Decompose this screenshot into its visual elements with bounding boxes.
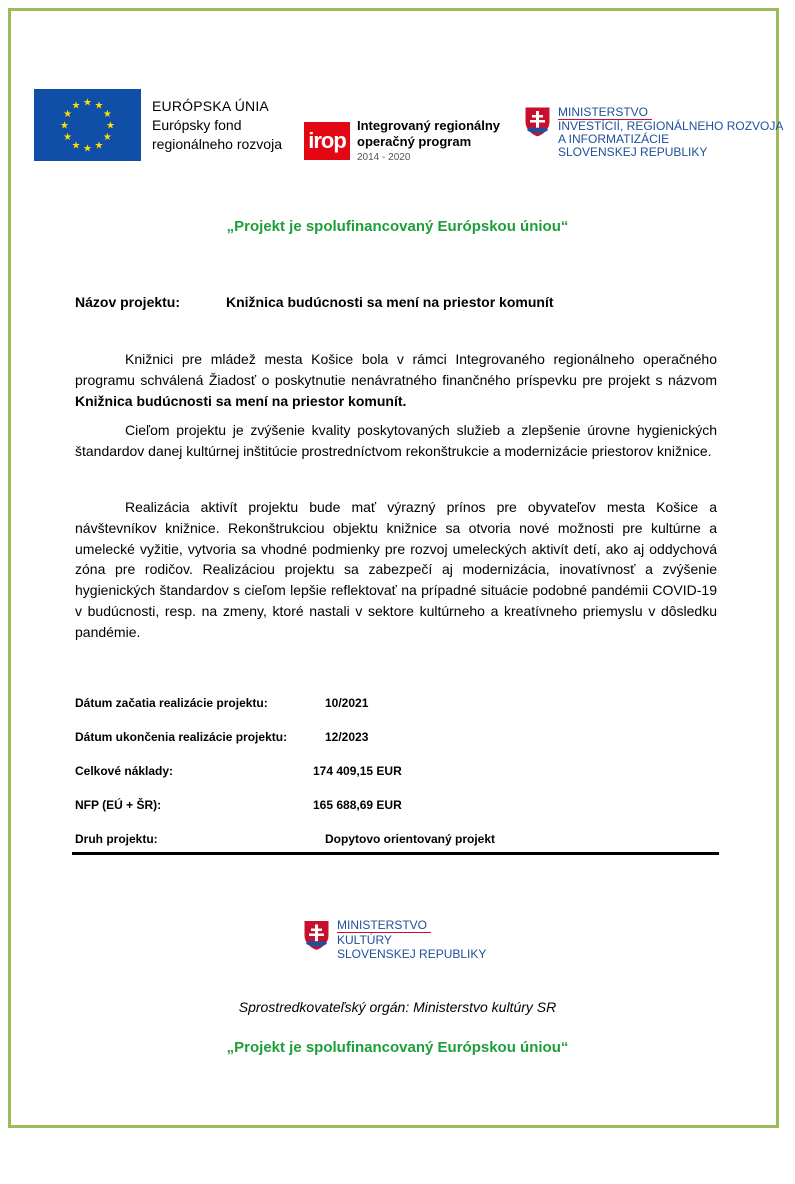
eu-star-icon: ★ bbox=[71, 100, 81, 112]
eu-star-icon: ★ bbox=[94, 140, 104, 152]
eu-star-icon: ★ bbox=[63, 132, 73, 143]
paragraph-1 bbox=[75, 349, 717, 411]
eu-line-3: regionálneho rozvoja bbox=[152, 136, 282, 152]
detail-label: Dátum začatia realizácie projektu: bbox=[75, 696, 268, 710]
eu-star-icon: ★ bbox=[94, 100, 104, 112]
ministry-investments-text bbox=[558, 106, 783, 159]
eu-flag-icon bbox=[34, 89, 141, 161]
project-details-table bbox=[75, 689, 719, 859]
eu-star-icon: ★ bbox=[63, 109, 73, 120]
paragraph-2: Cieľom projektu je zvýšenie kvality poskytovaných služieb a zlepšenie úrovne hygienických štandardov danej kultúrnej inštitúcie prostredníctvom rekonštrukcie a modernizácie priestorov knižnice. bbox=[75, 422, 717, 459]
cofinanced-bottom: „Projekt je spolufinancovaný Európskou úniou“ bbox=[226, 1039, 569, 1056]
irop-logo-text bbox=[357, 118, 500, 150]
slovak-crest-icon bbox=[303, 919, 330, 952]
culture-ministry-head: MINISTERSTVO bbox=[337, 918, 431, 933]
detail-row bbox=[75, 723, 719, 757]
eu-logo-text bbox=[152, 97, 282, 154]
paragraph-1-bold: Knižnica budúcnosti sa mení na priestor komunít. bbox=[75, 392, 407, 409]
eu-star-icon: ★ bbox=[60, 120, 69, 132]
ministry-line-4: SLOVENSKEJ REPUBLIKY bbox=[558, 145, 708, 159]
irop-years: 2014 - 2020 bbox=[357, 152, 411, 163]
ministry-head: MINISTERSTVO bbox=[558, 106, 652, 120]
ministry-culture-text bbox=[337, 918, 486, 961]
detail-value: 10/2021 bbox=[325, 696, 369, 710]
irop-line-2: operačný program bbox=[357, 134, 472, 149]
detail-value: 174 409,15 EUR bbox=[313, 764, 402, 778]
detail-value: 12/2023 bbox=[325, 730, 369, 744]
detail-row bbox=[75, 757, 719, 791]
eu-star-icon: ★ bbox=[102, 109, 112, 120]
project-label: Názov projektu: bbox=[75, 294, 181, 310]
detail-label: Druh projektu: bbox=[75, 832, 158, 846]
cofinanced-top: „Projekt je spolufinancovaný Európskou úniou“ bbox=[226, 218, 569, 235]
ministry-line-3: A INFORMATIZÁCIE bbox=[558, 132, 670, 146]
project-name: Knižnica budúcnosti sa mení na priestor komunít bbox=[226, 294, 554, 310]
ministry-line-2: INVESTÍCIÍ, REGIONÁLNEHO ROZVOJA bbox=[558, 119, 784, 133]
eu-line-1: EURÓPSKA ÚNIA bbox=[152, 98, 269, 114]
eu-star-icon: ★ bbox=[71, 140, 81, 152]
eu-star-icon: ★ bbox=[102, 132, 112, 143]
detail-label: Celkové náklady: bbox=[75, 764, 174, 778]
culture-ministry-line-3: SLOVENSKEJ REPUBLIKY bbox=[337, 947, 487, 961]
irop-logo: irop bbox=[304, 122, 350, 160]
detail-label: NFP (EÚ + ŠR): bbox=[75, 798, 162, 812]
paragraph-1-text: Knižnici pre mládež mesta Košice bola v rámci Integrovaného regionálneho operačného programu schválená Žiadosť o poskytnutie nenávratného finančného príspevku pre projekt s názvom bbox=[75, 351, 717, 388]
culture-ministry-line-2: KULTÚRY bbox=[337, 933, 392, 947]
detail-value: 165 688,69 EUR bbox=[313, 798, 402, 812]
eu-line-2: Európsky fond bbox=[152, 117, 242, 133]
paragraph-3: Realizácia aktivít projektu bude mať výrazný prínos pre obyvateľov mesta Košice a návštevníkov knižnice. Rekonštrukciou objektu knižnice sa otvoria nové možnosti pre kultúrne a umelecké vyžitie, vytvoria sa vhodné podmienky pre rozvoj umeleckých aktivít detí, ako aj oddychová zóna pre rodičov. Realizáciou projektu sa zabezpečí aj modernizácia, inovatívnosť a zvýšenie hygienických štandardov s cieľom lepšie reflektovať na prípadné situácie podobné pandémii COVID-19 v budúcnosti, resp. na zmeny, ktoré nastali v sektore kultúrneho a kreatívneho priemyslu v dôsledku pandémie. bbox=[75, 499, 717, 640]
irop-line-1: Integrovaný regionálny bbox=[357, 118, 501, 133]
slovak-crest-icon bbox=[524, 106, 551, 138]
detail-label: Dátum ukončenia realizácie projektu: bbox=[75, 730, 288, 744]
eu-star-icon: ★ bbox=[83, 97, 92, 109]
detail-row bbox=[75, 791, 719, 825]
detail-value: Dopytovo orientovaný projekt bbox=[325, 832, 496, 846]
detail-row bbox=[75, 689, 719, 723]
eu-star-icon: ★ bbox=[83, 143, 92, 155]
eu-star-icon: ★ bbox=[106, 120, 115, 132]
table-bottom-rule bbox=[72, 852, 719, 855]
intermediate-body: Sprostredkovateľský orgán: Ministerstvo kultúry SR bbox=[238, 999, 557, 1015]
